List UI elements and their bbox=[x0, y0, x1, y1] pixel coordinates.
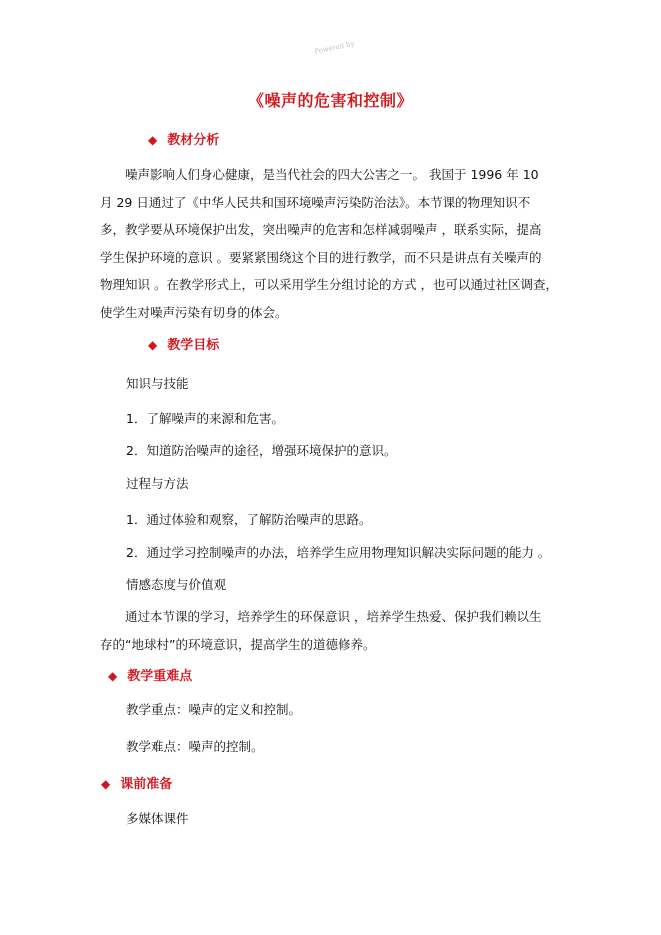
heading-text: 教学重难点 bbox=[127, 669, 193, 684]
paragraph-line: 存的“地球村”的环境意识，提高学生的道德修养。 bbox=[100, 636, 376, 652]
focus-point: 教学重点：噪声的定义和控制。 bbox=[126, 702, 302, 717]
analysis-paragraph bbox=[100, 161, 580, 326]
process-label: 过程与方法 bbox=[126, 476, 189, 491]
process-item-2: 2．通过学习控制噪声的办法，培养学生应用物理知识解决实际问题的能力 。 bbox=[126, 545, 551, 560]
section-heading-objectives bbox=[148, 334, 219, 353]
heading-text: 教学目标 bbox=[167, 338, 220, 353]
document-title: 《噪声的危害和控制》 bbox=[247, 91, 413, 110]
paragraph-line: 使学生对噪声污染有切身的体会。 bbox=[100, 304, 288, 320]
paragraph-line: 学生保护环境的意识 。要紧紧围绕这个目的进行教学，而不只是讲点有关噪声的 bbox=[100, 249, 542, 265]
diamond-bullet-icon: ◆ bbox=[148, 338, 158, 352]
emotion-paragraph bbox=[100, 603, 580, 658]
paragraph-line: 噪声影响人们身心健康，是当代社会的四大公害之一。 我国于 1996 年 10 bbox=[125, 167, 539, 182]
section-heading-preparation bbox=[101, 773, 172, 792]
heading-text: 课前准备 bbox=[120, 777, 173, 792]
knowledge-label: 知识与技能 bbox=[126, 376, 189, 391]
process-item-1: 1．通过体验和观察，了解防治噪声的思路。 bbox=[126, 512, 372, 527]
difficulty-point: 教学难点：噪声的控制。 bbox=[126, 739, 264, 754]
paragraph-line: 多，教学要从环境保护出发，突出噪声的危害和怎样减弱噪声 ，联系实际，提高 bbox=[100, 222, 542, 237]
emotion-label: 情感态度与价值观 bbox=[126, 577, 227, 592]
paragraph-line: 通过本节课的学习，培养学生的环保意识 ，培养学生热爱、保护我们赖以生 bbox=[125, 609, 542, 624]
preparation-item: 多媒体课件 bbox=[126, 811, 189, 826]
heading-text: 教材分析 bbox=[167, 133, 220, 148]
watermark: Powered by bbox=[314, 39, 356, 56]
paragraph-line: 物理知识 。在教学形式上，可以采用学生分组讨论的方式 ，也可以通过社区调查， bbox=[100, 277, 558, 292]
diamond-bullet-icon: ◆ bbox=[101, 777, 111, 791]
diamond-bullet-icon: ◆ bbox=[108, 669, 118, 683]
section-heading-analysis bbox=[148, 129, 219, 148]
paragraph-line: 月 29 日通过了《中华人民共和国环境噪声污染防治法》。本节课的物理知识不 bbox=[100, 194, 531, 210]
section-heading-key-points bbox=[108, 665, 192, 684]
knowledge-item-2: 2．知道防治噪声的途径，增强环境保护的意识。 bbox=[126, 443, 397, 458]
diamond-bullet-icon: ◆ bbox=[148, 133, 158, 147]
knowledge-item-1: 1．了解噪声的来源和危害。 bbox=[126, 411, 284, 426]
